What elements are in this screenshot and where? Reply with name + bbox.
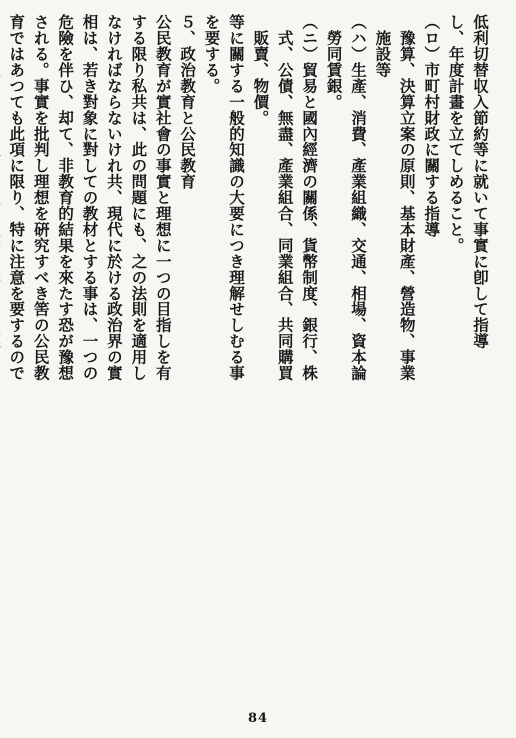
text-column: 相は、若き對象に對しての教材とする事は、一つの — [80, 14, 100, 381]
text-column: 公民教育が實社會の事實と理想に一つの目指しを有 — [153, 14, 173, 381]
text-column: を要する。 — [202, 14, 222, 94]
text-column: 販賣、物價。 — [251, 14, 271, 126]
text-column — [0, 14, 4, 698]
text-column: 施設等 — [373, 14, 393, 78]
text-column: 低利切替収入節約等に就いて事實に卽して指導 — [471, 14, 490, 349]
text-column: 豫算、決算立案の原則、基本財產、營造物、事業 — [397, 14, 417, 381]
text-column: （ハ）生產、消費、產業組織、交通、相場、資本論 — [348, 14, 368, 381]
text-column: 育ではあつても此項に限り、特に注意を要するので — [7, 14, 27, 381]
section-heading: ５、政治教育と公民教育 — [178, 14, 198, 190]
text-column: なければならないけれ共、現代に於ける政治界の實 — [104, 14, 124, 381]
vertical-text-body — [7, 14, 492, 698]
text-column: する限り私共は、此の問題にも、之の法則を適用し — [129, 14, 149, 381]
page-number: 84 — [247, 711, 269, 726]
text-column: し、年度計畫を立てしめること。 — [446, 14, 466, 254]
text-column: 危險を伴ひ、却て、非教育的結果を來たす恐が豫想 — [56, 14, 76, 381]
text-column: 式、公債、無盡、產業組合、同業組合、共同購買 — [275, 14, 295, 381]
text-column: 勞同賃銀。 — [324, 14, 344, 110]
text-column: される。事實を批判し理想を硏究すべき筈の公民教 — [31, 14, 51, 381]
text-column: （ロ）市町村財政に關する指導 — [422, 14, 442, 238]
text-column: （ニ）貿易と國內經濟の關係、貨幣制度、銀行、株 — [300, 14, 320, 381]
text-column: 等に關する一般的知識の大要につき理解せしむる事 — [226, 14, 246, 381]
